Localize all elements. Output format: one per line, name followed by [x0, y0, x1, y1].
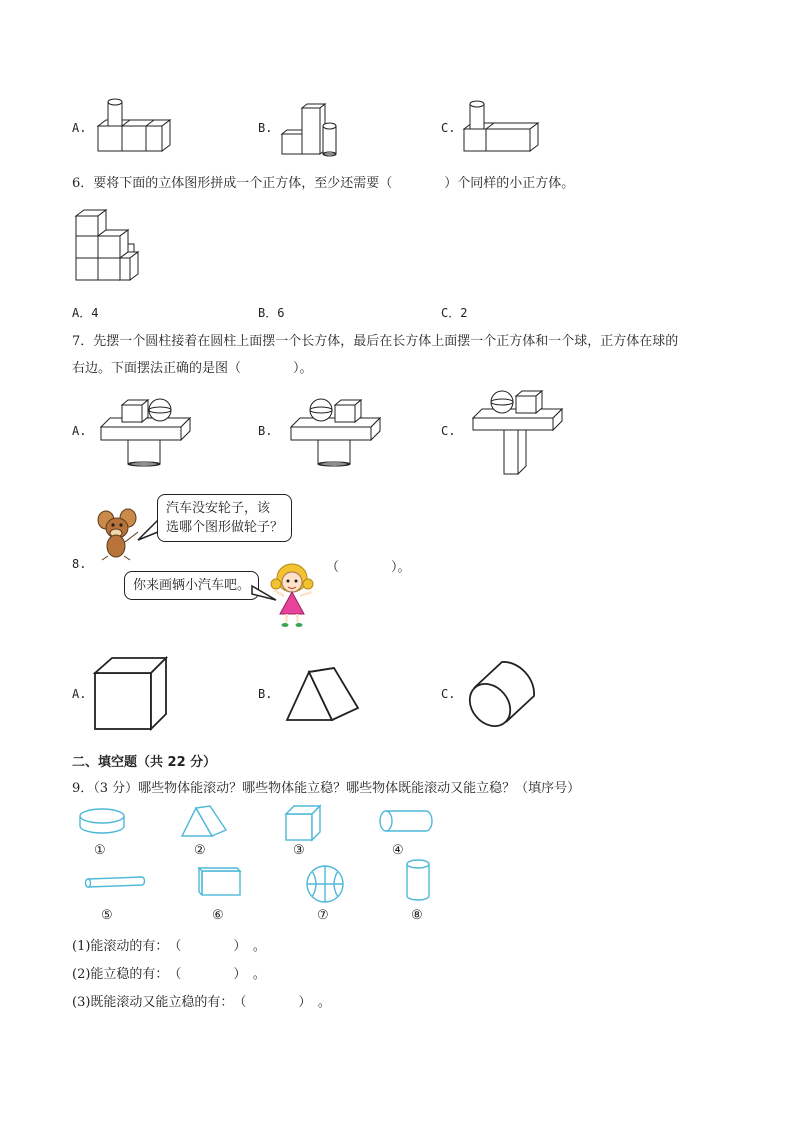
- q7-option-c-figure: [470, 386, 566, 478]
- speech-bubble-girl: [124, 571, 259, 600]
- q5-option-b-label[interactable]: B.: [258, 121, 273, 135]
- q9-label-1: ①: [94, 843, 106, 858]
- q5-option-a-figure: [96, 96, 176, 156]
- q9-sub1[interactable]: (1)能滚动的有： （ ） 。: [72, 939, 266, 954]
- q7-option-b-figure: [288, 396, 388, 468]
- q8-option-a-label[interactable]: A.: [72, 687, 87, 701]
- q9-shape1-cylinder-disc: [78, 806, 128, 840]
- bubble1-line1: 汽车没安轮子，该: [166, 501, 271, 516]
- q8-number: 8.: [72, 557, 87, 571]
- q6-question: 6．要将下面的立体图形拼成一个正方体，至少还需要（ ）个同样的小正方体。: [72, 176, 575, 191]
- q8-option-c-label[interactable]: C.: [441, 687, 456, 701]
- q7-option-c-label[interactable]: C.: [441, 424, 456, 438]
- q9-label-8: ⑧: [411, 908, 423, 923]
- q8-option-b-label[interactable]: B.: [258, 687, 273, 701]
- q9-label-6: ⑥: [212, 908, 224, 923]
- section2-title: 二、填空题（共 22 分）: [72, 755, 217, 770]
- q8-option-b-triangular-prism: [284, 666, 364, 724]
- speech-bubble-mouse: [157, 494, 292, 542]
- q5-option-b-figure: [280, 96, 350, 158]
- q5-option-c-label[interactable]: C.: [441, 121, 456, 135]
- q9-sub2[interactable]: (2)能立稳的有： （ ） 。: [72, 967, 266, 982]
- q9-label-3: ③: [293, 843, 305, 858]
- q6-option-c[interactable]: C．2: [441, 306, 468, 320]
- q9-shape7-ball: [304, 864, 348, 904]
- q9-label-5: ⑤: [101, 908, 113, 923]
- q7-question-line2: 右边。下面摆法正确的是图（ ）。: [72, 361, 313, 376]
- q7-question-line1: 7．先摆一个圆柱接着在圆柱上面摆一个长方体，最后在长方体上面摆一个正方体和一个球，正方体在球的: [72, 334, 679, 349]
- q7-option-a-figure: [98, 396, 198, 468]
- q5-option-a-label[interactable]: A.: [72, 121, 87, 135]
- q8-answer-blank[interactable]: （ ）。: [326, 560, 411, 575]
- girl-cartoon-icon: [270, 562, 318, 628]
- q9-label-4: ④: [392, 843, 404, 858]
- q9-shape2-triangular-prism: [180, 804, 230, 840]
- q9-sub3[interactable]: (3)既能滚动又能立稳的有： （ ） 。: [72, 995, 331, 1010]
- q9-label-7: ⑦: [317, 908, 329, 923]
- q9-shape4-lying-cylinder: [378, 808, 436, 836]
- q8-option-a-cube: [92, 656, 170, 732]
- q9-shape5-stick: [84, 874, 148, 890]
- q6-option-a[interactable]: A．4: [72, 306, 99, 320]
- q9-question: 9．（3 分）哪些物体能滚动？哪些物体能立稳？哪些物体既能滚动又能立稳？（填序号）: [72, 781, 581, 796]
- q9-shape6-cuboid: [198, 866, 244, 898]
- bubble2-text: 你来画辆小汽车吧。: [133, 578, 251, 593]
- bubble1-line2: 选哪个图形做轮子？: [166, 520, 284, 535]
- q6-cube-stack-figure: [72, 208, 142, 284]
- q9-shape3-cube: [284, 804, 324, 842]
- q6-option-b[interactable]: B．6: [258, 306, 285, 320]
- q5-option-c-figure: [462, 96, 546, 156]
- q7-option-b-label[interactable]: B.: [258, 424, 273, 438]
- q9-shape8-standing-cylinder: [404, 858, 432, 904]
- q9-label-2: ②: [194, 843, 206, 858]
- q7-option-a-label[interactable]: A.: [72, 424, 87, 438]
- q8-option-c-cylinder: [462, 656, 538, 730]
